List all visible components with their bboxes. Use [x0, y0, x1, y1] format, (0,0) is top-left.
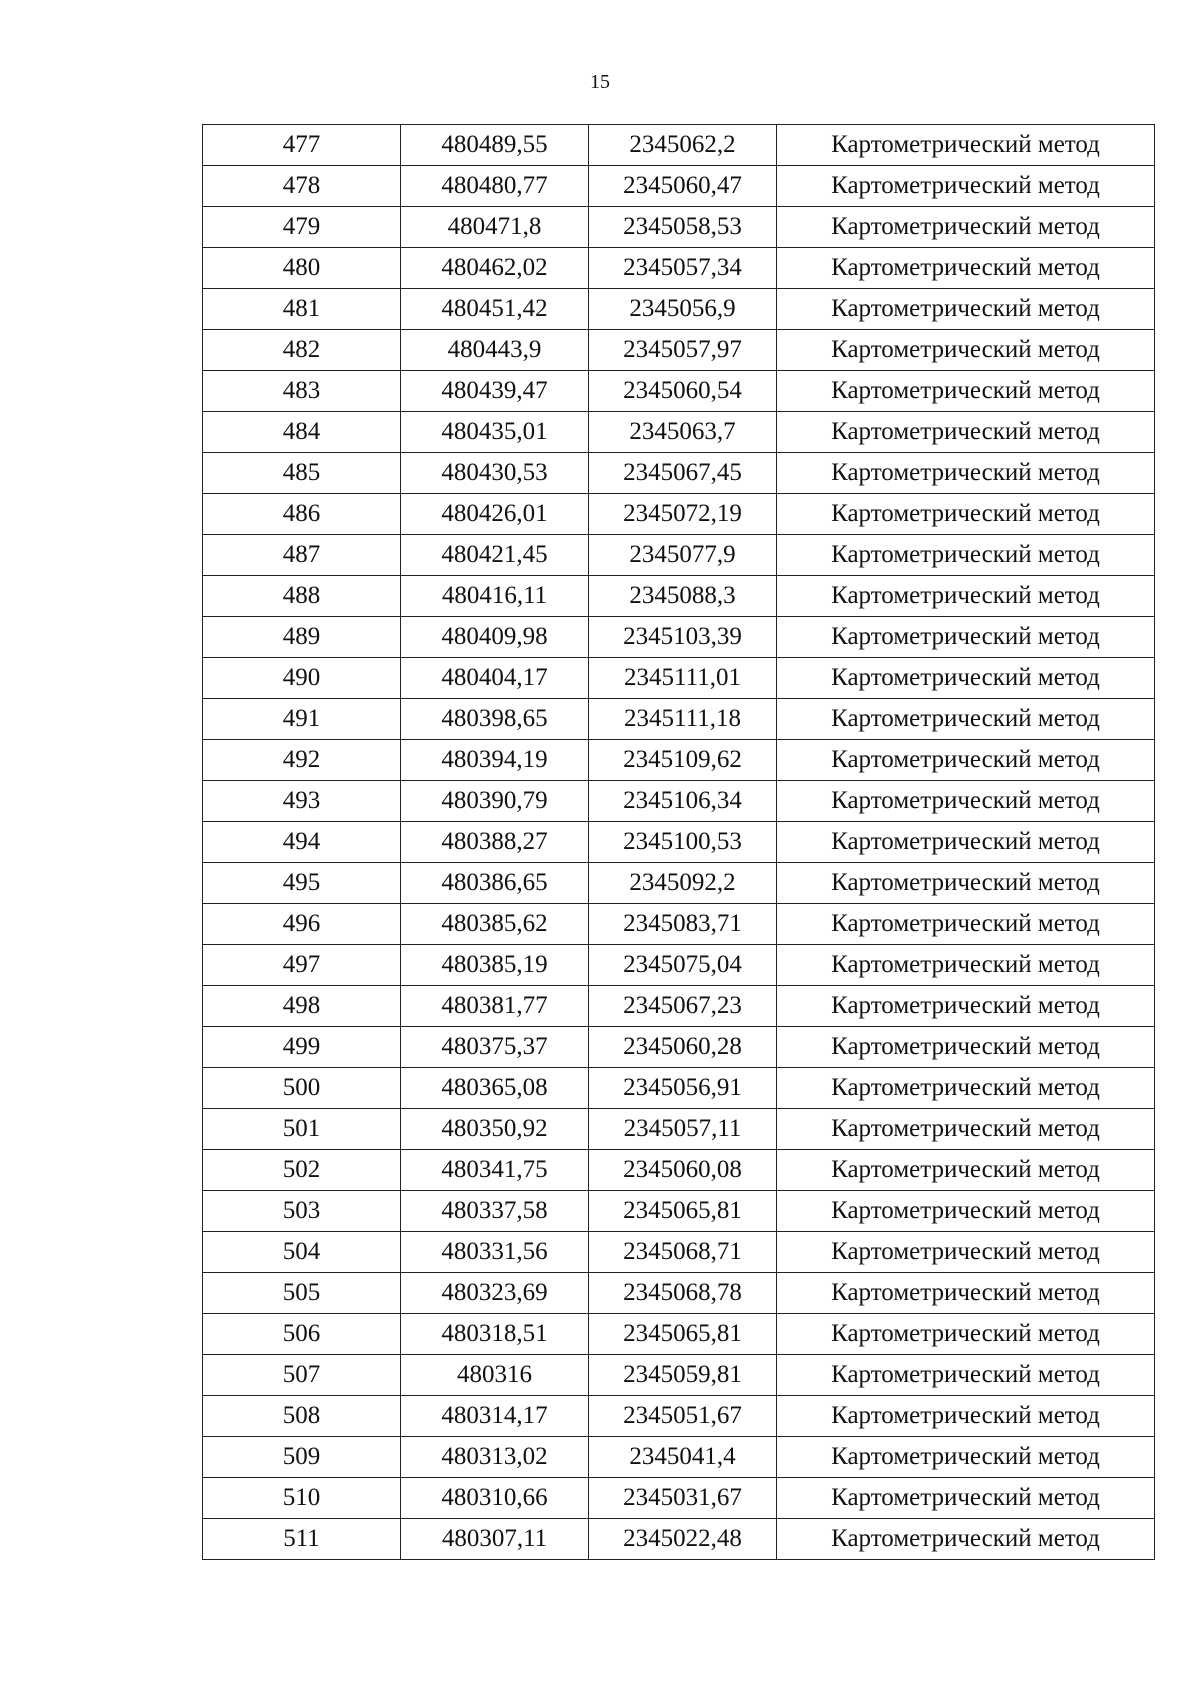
point-number-cell: 491 — [203, 699, 401, 740]
point-number-cell: 499 — [203, 1027, 401, 1068]
x-coordinate-cell: 480375,37 — [401, 1027, 589, 1068]
point-number-cell: 511 — [203, 1519, 401, 1560]
x-coordinate-cell: 480385,62 — [401, 904, 589, 945]
method-cell: Картометрический метод — [777, 945, 1155, 986]
y-coordinate-cell: 2345088,3 — [589, 576, 777, 617]
point-number-cell: 501 — [203, 1109, 401, 1150]
point-number-cell: 498 — [203, 986, 401, 1027]
table-row — [203, 1355, 1155, 1396]
method-cell: Картометрический метод — [777, 740, 1155, 781]
x-coordinate-cell: 480316 — [401, 1355, 589, 1396]
x-coordinate-cell: 480443,9 — [401, 330, 589, 371]
method-cell: Картометрический метод — [777, 371, 1155, 412]
method-cell: Картометрический метод — [777, 1068, 1155, 1109]
method-cell: Картометрический метод — [777, 125, 1155, 166]
y-coordinate-cell: 2345062,2 — [589, 125, 777, 166]
method-cell: Картометрический метод — [777, 1150, 1155, 1191]
method-cell: Картометрический метод — [777, 1355, 1155, 1396]
table-row — [203, 576, 1155, 617]
y-coordinate-cell: 2345059,81 — [589, 1355, 777, 1396]
method-cell: Картометрический метод — [777, 207, 1155, 248]
y-coordinate-cell: 2345065,81 — [589, 1191, 777, 1232]
point-number-cell: 504 — [203, 1232, 401, 1273]
coordinates-table — [202, 124, 1155, 1560]
x-coordinate-cell: 480388,27 — [401, 822, 589, 863]
y-coordinate-cell: 2345060,47 — [589, 166, 777, 207]
point-number-cell: 488 — [203, 576, 401, 617]
x-coordinate-cell: 480337,58 — [401, 1191, 589, 1232]
point-number-cell: 480 — [203, 248, 401, 289]
x-coordinate-cell: 480430,53 — [401, 453, 589, 494]
method-cell: Картометрический метод — [777, 453, 1155, 494]
point-number-cell: 492 — [203, 740, 401, 781]
x-coordinate-cell: 480480,77 — [401, 166, 589, 207]
coordinates-table-body — [203, 125, 1155, 1560]
table-row — [203, 1478, 1155, 1519]
table-row — [203, 494, 1155, 535]
point-number-cell: 477 — [203, 125, 401, 166]
table-row — [203, 166, 1155, 207]
y-coordinate-cell: 2345075,04 — [589, 945, 777, 986]
point-number-cell: 496 — [203, 904, 401, 945]
y-coordinate-cell: 2345111,18 — [589, 699, 777, 740]
y-coordinate-cell: 2345041,4 — [589, 1437, 777, 1478]
point-number-cell: 478 — [203, 166, 401, 207]
y-coordinate-cell: 2345060,28 — [589, 1027, 777, 1068]
method-cell: Картометрический метод — [777, 1396, 1155, 1437]
method-cell: Картометрический метод — [777, 986, 1155, 1027]
method-cell: Картометрический метод — [777, 1519, 1155, 1560]
y-coordinate-cell: 2345063,7 — [589, 412, 777, 453]
table-row — [203, 904, 1155, 945]
x-coordinate-cell: 480386,65 — [401, 863, 589, 904]
table-row — [203, 1314, 1155, 1355]
table-row — [203, 986, 1155, 1027]
point-number-cell: 503 — [203, 1191, 401, 1232]
x-coordinate-cell: 480404,17 — [401, 658, 589, 699]
x-coordinate-cell: 480451,42 — [401, 289, 589, 330]
y-coordinate-cell: 2345083,71 — [589, 904, 777, 945]
point-number-cell: 487 — [203, 535, 401, 576]
table-row — [203, 1396, 1155, 1437]
table-row — [203, 289, 1155, 330]
point-number-cell: 484 — [203, 412, 401, 453]
table-row — [203, 248, 1155, 289]
x-coordinate-cell: 480462,02 — [401, 248, 589, 289]
x-coordinate-cell: 480365,08 — [401, 1068, 589, 1109]
x-coordinate-cell: 480398,65 — [401, 699, 589, 740]
x-coordinate-cell: 480307,11 — [401, 1519, 589, 1560]
method-cell: Картометрический метод — [777, 617, 1155, 658]
method-cell: Картометрический метод — [777, 1109, 1155, 1150]
x-coordinate-cell: 480421,45 — [401, 535, 589, 576]
x-coordinate-cell: 480471,8 — [401, 207, 589, 248]
table-row — [203, 412, 1155, 453]
point-number-cell: 490 — [203, 658, 401, 699]
point-number-cell: 502 — [203, 1150, 401, 1191]
x-coordinate-cell: 480390,79 — [401, 781, 589, 822]
point-number-cell: 500 — [203, 1068, 401, 1109]
table-row — [203, 863, 1155, 904]
point-number-cell: 481 — [203, 289, 401, 330]
x-coordinate-cell: 480385,19 — [401, 945, 589, 986]
y-coordinate-cell: 2345067,45 — [589, 453, 777, 494]
table-row — [203, 330, 1155, 371]
y-coordinate-cell: 2345067,23 — [589, 986, 777, 1027]
method-cell: Картометрический метод — [777, 1191, 1155, 1232]
table-row — [203, 1068, 1155, 1109]
table-row — [203, 1232, 1155, 1273]
point-number-cell: 489 — [203, 617, 401, 658]
method-cell: Картометрический метод — [777, 412, 1155, 453]
point-number-cell: 495 — [203, 863, 401, 904]
y-coordinate-cell: 2345103,39 — [589, 617, 777, 658]
x-coordinate-cell: 480489,55 — [401, 125, 589, 166]
table-row — [203, 453, 1155, 494]
table-row — [203, 617, 1155, 658]
method-cell: Картометрический метод — [777, 1437, 1155, 1478]
method-cell: Картометрический метод — [777, 330, 1155, 371]
y-coordinate-cell: 2345058,53 — [589, 207, 777, 248]
y-coordinate-cell: 2345077,9 — [589, 535, 777, 576]
point-number-cell: 486 — [203, 494, 401, 535]
point-number-cell: 485 — [203, 453, 401, 494]
x-coordinate-cell: 480350,92 — [401, 1109, 589, 1150]
y-coordinate-cell: 2345060,08 — [589, 1150, 777, 1191]
page-number: 15 — [590, 71, 610, 93]
method-cell: Картометрический метод — [777, 1478, 1155, 1519]
point-number-cell: 508 — [203, 1396, 401, 1437]
x-coordinate-cell: 480323,69 — [401, 1273, 589, 1314]
table-row — [203, 1437, 1155, 1478]
method-cell: Картометрический метод — [777, 822, 1155, 863]
y-coordinate-cell: 2345100,53 — [589, 822, 777, 863]
x-coordinate-cell: 480435,01 — [401, 412, 589, 453]
method-cell: Картометрический метод — [777, 535, 1155, 576]
x-coordinate-cell: 480331,56 — [401, 1232, 589, 1273]
method-cell: Картометрический метод — [777, 576, 1155, 617]
point-number-cell: 482 — [203, 330, 401, 371]
method-cell: Картометрический метод — [777, 494, 1155, 535]
y-coordinate-cell: 2345031,67 — [589, 1478, 777, 1519]
x-coordinate-cell: 480318,51 — [401, 1314, 589, 1355]
method-cell: Картометрический метод — [777, 1232, 1155, 1273]
point-number-cell: 494 — [203, 822, 401, 863]
table-row — [203, 1191, 1155, 1232]
method-cell: Картометрический метод — [777, 699, 1155, 740]
table-row — [203, 1109, 1155, 1150]
y-coordinate-cell: 2345060,54 — [589, 371, 777, 412]
point-number-cell: 479 — [203, 207, 401, 248]
y-coordinate-cell: 2345111,01 — [589, 658, 777, 699]
point-number-cell: 507 — [203, 1355, 401, 1396]
x-coordinate-cell: 480426,01 — [401, 494, 589, 535]
point-number-cell: 506 — [203, 1314, 401, 1355]
x-coordinate-cell: 480394,19 — [401, 740, 589, 781]
x-coordinate-cell: 480416,11 — [401, 576, 589, 617]
table-row — [203, 371, 1155, 412]
y-coordinate-cell: 2345068,71 — [589, 1232, 777, 1273]
y-coordinate-cell: 2345051,67 — [589, 1396, 777, 1437]
y-coordinate-cell: 2345109,62 — [589, 740, 777, 781]
method-cell: Картометрический метод — [777, 781, 1155, 822]
method-cell: Картометрический метод — [777, 658, 1155, 699]
table-row — [203, 535, 1155, 576]
method-cell: Картометрический метод — [777, 248, 1155, 289]
y-coordinate-cell: 2345065,81 — [589, 1314, 777, 1355]
table-row — [203, 1519, 1155, 1560]
method-cell: Картометрический метод — [777, 166, 1155, 207]
x-coordinate-cell: 480310,66 — [401, 1478, 589, 1519]
table-row — [203, 207, 1155, 248]
table-row — [203, 781, 1155, 822]
table-row — [203, 740, 1155, 781]
method-cell: Картометрический метод — [777, 1027, 1155, 1068]
y-coordinate-cell: 2345057,97 — [589, 330, 777, 371]
point-number-cell: 497 — [203, 945, 401, 986]
x-coordinate-cell: 480381,77 — [401, 986, 589, 1027]
method-cell: Картометрический метод — [777, 863, 1155, 904]
x-coordinate-cell: 480439,47 — [401, 371, 589, 412]
x-coordinate-cell: 480313,02 — [401, 1437, 589, 1478]
point-number-cell: 510 — [203, 1478, 401, 1519]
table-row — [203, 125, 1155, 166]
table-row — [203, 658, 1155, 699]
x-coordinate-cell: 480341,75 — [401, 1150, 589, 1191]
table-row — [203, 699, 1155, 740]
y-coordinate-cell: 2345056,91 — [589, 1068, 777, 1109]
y-coordinate-cell: 2345092,2 — [589, 863, 777, 904]
point-number-cell: 505 — [203, 1273, 401, 1314]
x-coordinate-cell: 480314,17 — [401, 1396, 589, 1437]
method-cell: Картометрический метод — [777, 904, 1155, 945]
method-cell: Картометрический метод — [777, 289, 1155, 330]
table-row — [203, 1027, 1155, 1068]
table-row — [203, 1273, 1155, 1314]
y-coordinate-cell: 2345072,19 — [589, 494, 777, 535]
y-coordinate-cell: 2345056,9 — [589, 289, 777, 330]
y-coordinate-cell: 2345057,11 — [589, 1109, 777, 1150]
point-number-cell: 509 — [203, 1437, 401, 1478]
table-row — [203, 1150, 1155, 1191]
y-coordinate-cell: 2345106,34 — [589, 781, 777, 822]
y-coordinate-cell: 2345022,48 — [589, 1519, 777, 1560]
table-row — [203, 822, 1155, 863]
method-cell: Картометрический метод — [777, 1314, 1155, 1355]
table-row — [203, 945, 1155, 986]
y-coordinate-cell: 2345057,34 — [589, 248, 777, 289]
point-number-cell: 483 — [203, 371, 401, 412]
x-coordinate-cell: 480409,98 — [401, 617, 589, 658]
point-number-cell: 493 — [203, 781, 401, 822]
y-coordinate-cell: 2345068,78 — [589, 1273, 777, 1314]
method-cell: Картометрический метод — [777, 1273, 1155, 1314]
